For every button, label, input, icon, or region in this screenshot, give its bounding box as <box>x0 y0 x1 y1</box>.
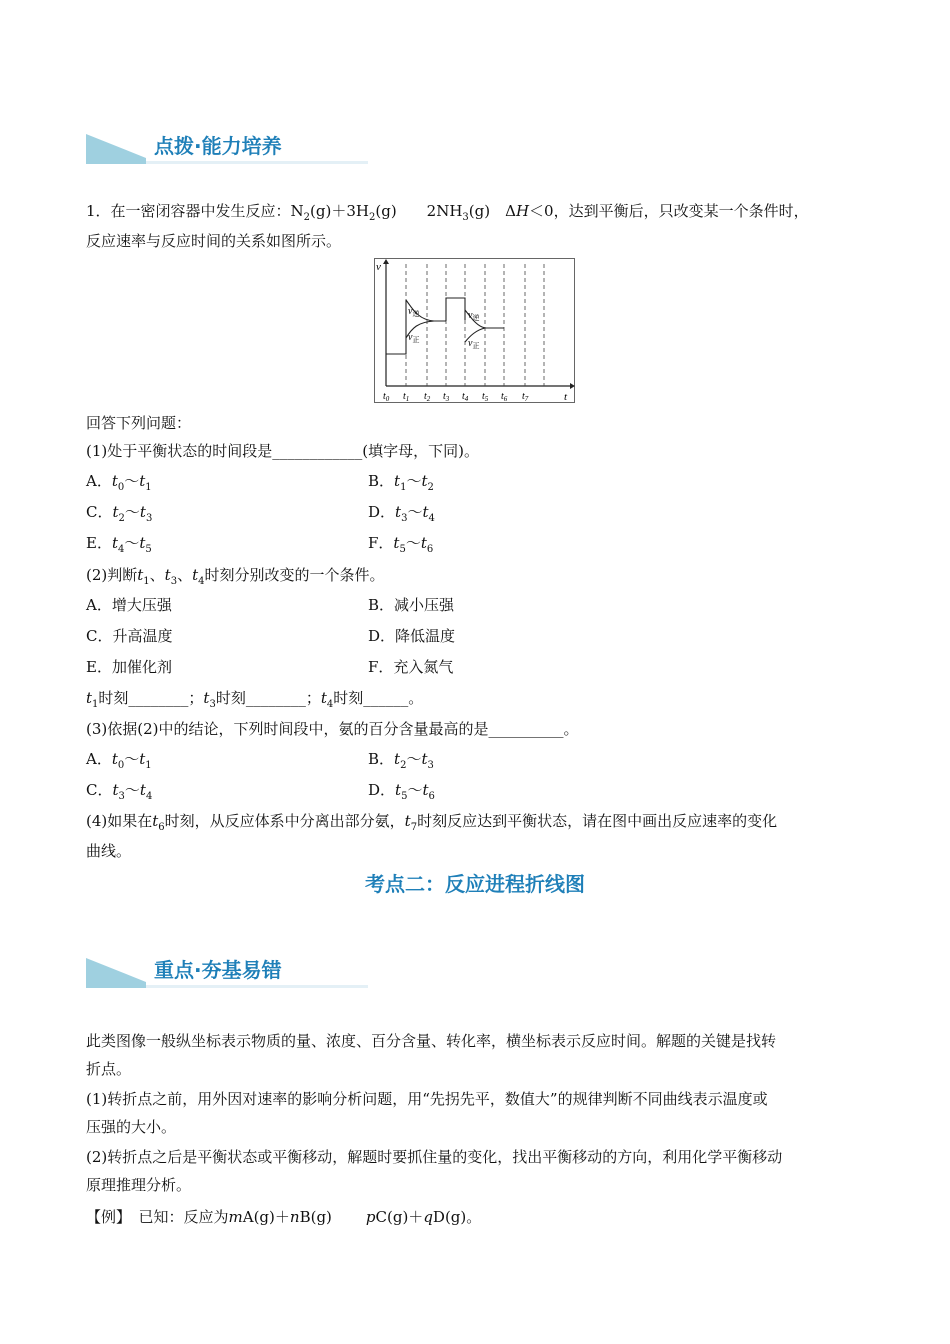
tick-label-t0: $t_0$ <box>383 391 390 403</box>
option-1-e: E．$t_4\sim t_5$ <box>86 534 152 555</box>
tick-label-t6: $t_6$ <box>501 391 508 403</box>
tick-label-t5: $t_5$ <box>482 391 489 403</box>
banner-decoration <box>86 982 146 988</box>
tick-label-t1: $t_1$ <box>403 391 410 403</box>
tick-label-t4: $t_4$ <box>462 391 469 403</box>
option-2b: B．减小压强 <box>368 596 455 614</box>
body-line: (1)转折点之前，用外因对速率的影响分析问题，用“先拐先平，数值大”的规律判断不同曲线表示温度或 <box>86 1090 768 1108</box>
option-1-c: C．$t_2\sim t_3$ <box>86 503 153 524</box>
curve-label: $v_正$ <box>468 338 480 350</box>
x-axis-label: t <box>564 391 568 403</box>
option-3-a: A．$t_0\sim t_1$ <box>86 750 152 771</box>
option-2d: D．降低温度 <box>368 627 456 645</box>
question-intro-line2: 反应速率与反应时间的关系如图所示。 <box>86 232 342 250</box>
banner-title: 重点·夯基易错 <box>154 958 282 982</box>
section-banner-1 <box>86 134 368 164</box>
option-1-d: D．$t_3\sim t_4$ <box>368 503 435 524</box>
subquestion-2-blanks: $t_1$时刻________；$t_3$时刻________；$t_4$时刻______。 <box>86 689 424 710</box>
rate-curve-initial <box>386 300 406 354</box>
option-3-d: D．$t_5\sim t_6$ <box>368 781 435 802</box>
section-banner-2 <box>86 958 368 988</box>
body-line: 折点。 <box>86 1060 132 1078</box>
body-line: 此类图像一般纵坐标表示物质的量、浓度、百分含量、转化率，横坐标表示反应时间。解题的关键是找转 <box>86 1032 777 1050</box>
curve-label: $v_逆$ <box>468 310 480 322</box>
banner-underline <box>146 161 368 164</box>
body-line: (2)转折点之后是平衡状态或平衡移动，解题时要抓住量的变化，找出平衡移动的方向，利用化学平衡移动 <box>86 1148 783 1166</box>
chart-frame <box>375 259 575 403</box>
option-2f: F．充入氮气 <box>368 658 454 676</box>
subquestion-1: (1)处于平衡状态的时间段是____________(填字母，下同)。 <box>86 442 479 460</box>
banner-decoration <box>86 958 146 982</box>
rate-curve-jump <box>446 298 465 321</box>
tick-label-t3: $t_3$ <box>443 391 450 403</box>
body-line: 压强的大小。 <box>86 1118 177 1136</box>
banner-title: 点拨·能力培养 <box>154 134 282 158</box>
option-3-c: C．$t_3\sim t_4$ <box>86 781 153 802</box>
curve-label: $v_逆$ <box>408 306 420 318</box>
curve-label: $v_正$ <box>408 332 420 344</box>
option-3-b: B．$t_2\sim t_3$ <box>368 750 434 771</box>
banner-decoration <box>86 158 146 164</box>
example-line: 【例】 已知：反应为mA(g)＋nB(g) pC(g)＋qD(g)。 <box>86 1208 482 1226</box>
option-2a: A．增大压强 <box>86 596 172 614</box>
subquestion-3: (3)依据(2)中的结论，下列时间段中，氨的百分含量最高的是__________。 <box>86 720 579 738</box>
answer-prompt: 回答下列问题： <box>86 414 192 432</box>
y-axis-label: v <box>376 261 381 273</box>
banner-decoration <box>86 134 146 158</box>
option-1-f: F．$t_5\sim t_6$ <box>368 534 434 555</box>
tick-label-t7: $t_7$ <box>522 391 529 403</box>
subquestion-2: (2)判断$t_1$、$t_3$、$t_4$时刻分别改变的一个条件。 <box>86 566 385 587</box>
y-axis-arrow <box>383 259 389 264</box>
subquestion-4-line2: 曲线。 <box>86 842 132 860</box>
tick-label-t2: $t_2$ <box>424 391 431 403</box>
section-heading: 考点二：反应进程折线图 <box>365 872 585 896</box>
rate-time-chart <box>374 258 576 404</box>
banner-underline <box>146 985 368 988</box>
option-2c: C．升高温度 <box>86 627 173 645</box>
subquestion-4: (4)如果在$t_6$时刻，从反应体系中分离出部分氨，$t_7$时刻反应达到平衡状态，请在图中画出反应速率的变化 <box>86 812 778 833</box>
option-2e: E．加催化剂 <box>86 658 172 676</box>
option-1-a: A．$t_0\sim t_1$ <box>86 472 152 493</box>
option-1-b: B．$t_1\sim t_2$ <box>368 472 434 493</box>
body-line: 原理推理分析。 <box>86 1176 192 1194</box>
question-intro: 1．在一密闭容器中发生反应：$N_2(g)+3H_2(g)$ $2NH_3(g)$ ΔH＜0，达到平衡后，只改变某一个条件时， <box>86 202 809 223</box>
